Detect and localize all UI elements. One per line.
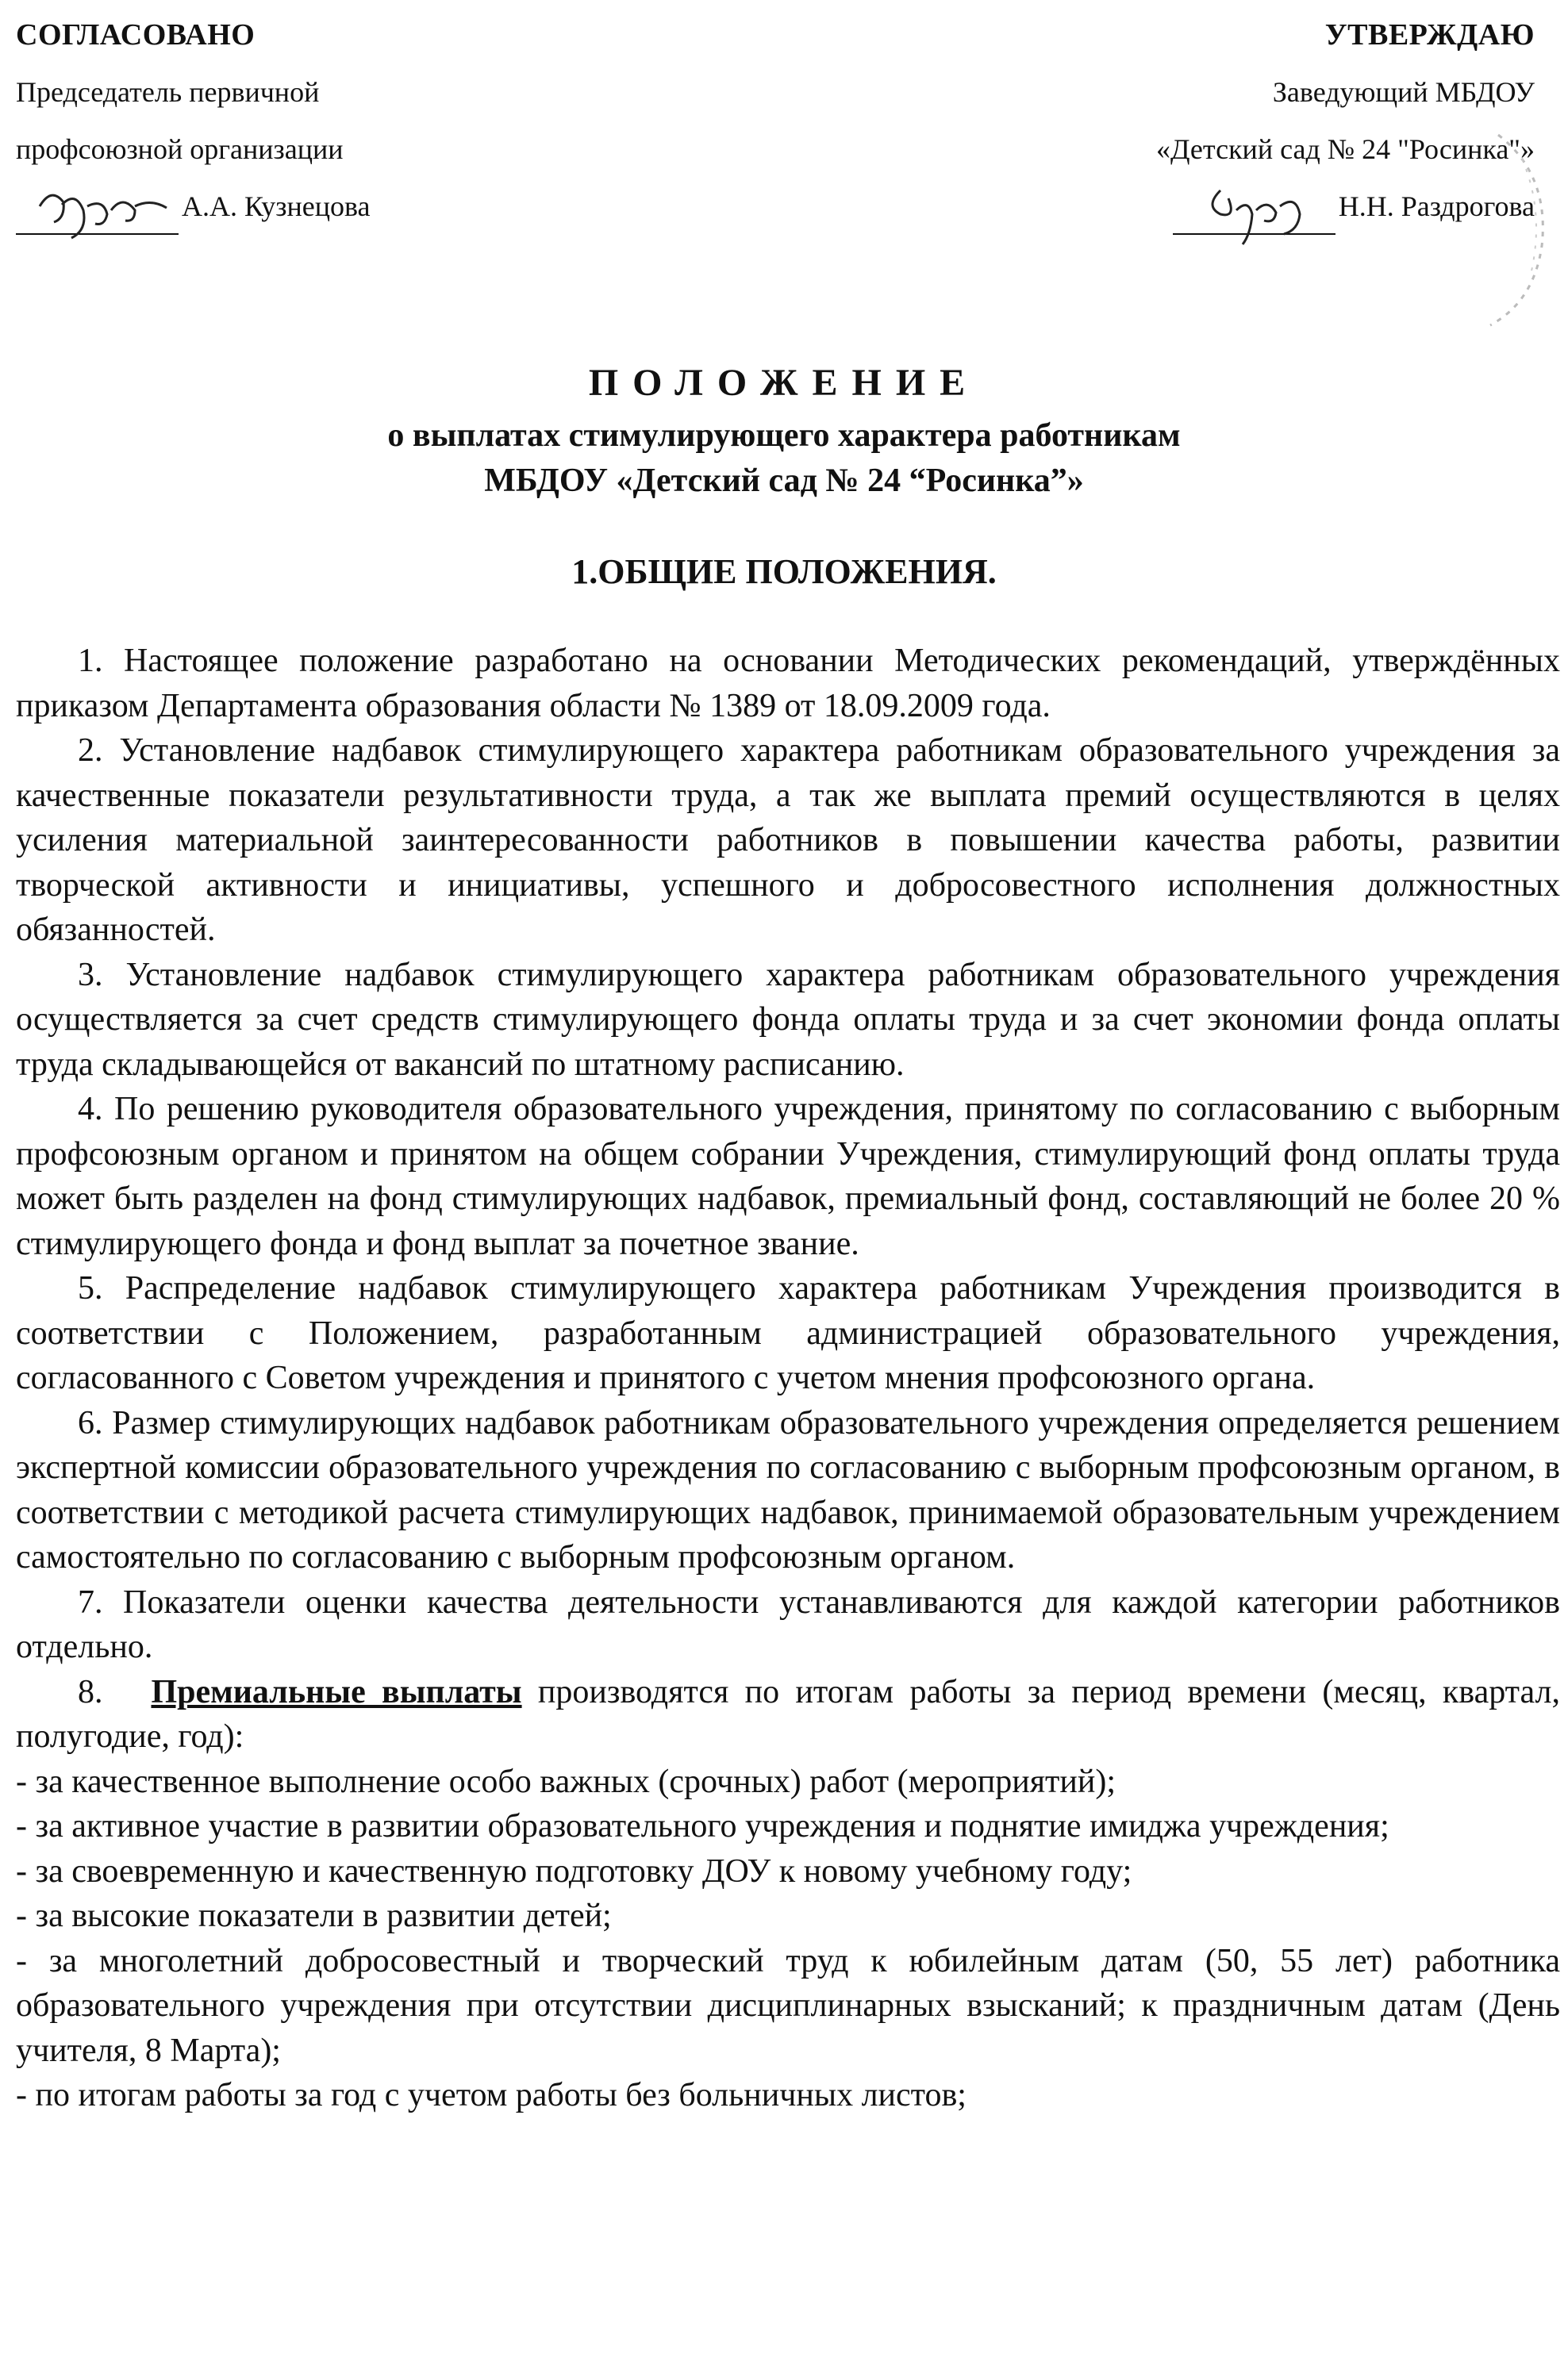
signature-line-right	[1173, 206, 1335, 235]
document-subtitle-2: МБДОУ «Детский сад № 24 “Росинка”»	[484, 463, 1084, 499]
approval-left-signature-row	[16, 178, 730, 235]
signature-line-left	[16, 206, 179, 235]
document-body	[16, 639, 1560, 2118]
bullet-item-2: - за активное участие в развитии образовательного учреждения и поднятие имиджа учреждения;	[16, 1808, 1389, 1844]
faded-stamp	[1403, 127, 1554, 333]
paragraph-item-8	[16, 1670, 1560, 1760]
document-subtitle-1: о выплатах стимулирующего характера работникам	[387, 417, 1181, 454]
item-8-emphasis: Премиальные выплаты	[151, 1673, 522, 1710]
section-heading: 1.ОБЩИЕ ПОЛОЖЕНИЯ.	[571, 552, 997, 591]
paragraph-item-3: 3. Установление надбавок стимулирующего характера работникам образовательного учреждения осуществляется за счет средств стимулирующего фонда оплаты труда и за счет экономии фонда оплаты труда складывающейся от вакансий по штатному расписанию.	[16, 956, 1560, 1083]
approval-right-signer: Н.Н. Раздрогова	[1338, 190, 1535, 222]
paragraph-item-1: 1. Настоящее положение разработано на основании Методических рекомендаций, утверждённых приказом Департамента образования области № 1389 от 18.09.2009 года.	[16, 643, 1560, 724]
paragraph-item-5: 5. Распределение надбавок стимулирующего характера работникам Учреждения производится в соответствии с Положением, разработанным администрацией образовательного учреждения, согласованного с Советом учреждения и принятого с учетом мнения профсоюзного органа.	[16, 1270, 1560, 1396]
item-8-text: производятся по итогам работы за период времени (месяц, квартал, полугодие, год):	[16, 1673, 1560, 1755]
document-title: ПОЛОЖЕНИЕ	[588, 362, 980, 404]
paragraph-item-2: 2. Установление надбавок стимулирующего характера работникам образовательного учреждения за качественные показатели результативности труда, а так же выплата премий осуществляются в целях усиления материальной заинтересованности работников в повышении качества работы, развитии творческой активности и инициативы, успешного и добросовестного исполнения должностных обязанностей.	[16, 732, 1560, 948]
approval-left-signer: А.А. Кузнецова	[182, 190, 371, 222]
paragraph-item-7: 7. Показатели оценки качества деятельности устанавливаются для каждой категории работников отдельно.	[16, 1583, 1560, 1665]
bullet-item-6: - по итогам работы за год с учетом работы без больничных листов;	[16, 2077, 967, 2113]
approval-left-line2: профсоюзной организации	[16, 133, 344, 165]
bullet-item-3: - за своевременную и качественную подготовку ДОУ к новому учебному году;	[16, 1852, 1132, 1890]
approval-left-line1: Председатель первичной	[16, 76, 320, 108]
paragraph-item-4: 4. По решению руководителя образовательного учреждения, принятому по согласованию с выборным профсоюзным органом и принятом на общем собрании Учреждения, стимулирующий фонд оплаты труда может быть разделен на фонд стимулирующих надбавок, премиальный фонд, составляющий не более 20 % стимулирующего фонда и фонд выплат за почетное звание.	[16, 1091, 1560, 1262]
approval-left-title: СОГЛАСОВАНО	[16, 18, 256, 52]
item-8-number: 8.	[78, 1673, 103, 1710]
handwritten-signature-right	[1173, 175, 1347, 246]
bullet-item-4: - за высокие показатели в развитии детей;	[16, 1898, 612, 1934]
approval-right-line2: «Детский сад № 24 "Росинка"»	[1155, 133, 1535, 165]
paragraph-item-6: 6. Размер стимулирующих надбавок работникам образовательного учреждения определяется решением экспертной комиссии образовательного учреждения по согласованию с выборным профсоюзным органом, в соответствии с методикой расчета стимулирующих надбавок, принимаемой образовательным учреждением самостоятельно по согласованию с выборным профсоюзным органом.	[16, 1404, 1560, 1576]
bullet-item-5: - за многолетний добросовестный и творческий труд к юбилейным датам (50, 55 лет) работника образовательного учреждения при отсутствии дисциплинарных взысканий; к праздничным датам (День учителя, 8 Марта);	[16, 1942, 1560, 2069]
approval-right-line1: Заведующий МБДОУ	[1272, 76, 1535, 108]
bullet-item-1: - за качественное выполнение особо важных (срочных) работ (мероприятий);	[16, 1763, 1116, 1800]
approval-block-left	[16, 6, 730, 235]
handwritten-signature-left	[16, 175, 190, 246]
approval-right-title: УТВЕРЖДАЮ	[1324, 18, 1535, 52]
